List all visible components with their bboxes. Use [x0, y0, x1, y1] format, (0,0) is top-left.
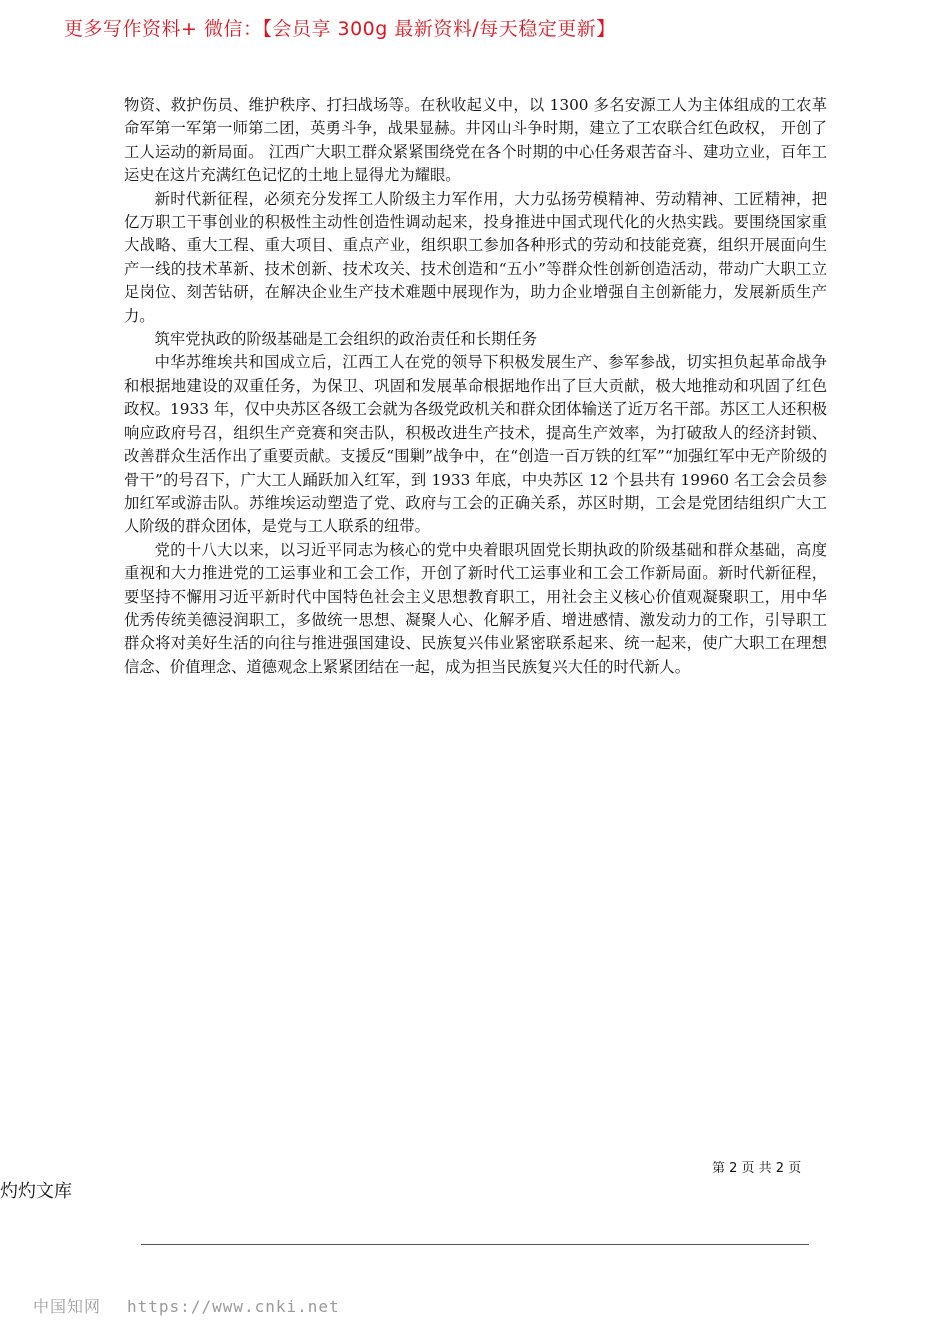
paragraph: 中华苏维埃共和国成立后，江西工人在党的领导下积极发展生产、参军参战，切实担负起革命战争和根据地建设的双重任务，为保卫、巩固和发展革命根据地作出了巨大贡献，极大地推动和巩固了红色政权。1933 年，仅中央苏区各级工会就为各级党政机关和群众团体输送了近万名干部。苏区工人还积极响应政府号召，组织生产竞赛和突击队，积极改进生产技术，提高生产效率，为打破敌人的经济封锁、改善群众生活作出了重要贡献。支援反“围剿”战争中，在“创造一百万铁的红军”“加强红军中无产阶级的骨干”的号召下，广大工人踊跃加入红军，到 1933 年底，中央苏区 12 个县共有 19960 名工会会员参加红军或游击队。苏维埃运动塑造了党、政府与工会的正确关系，苏区时期，工会是党团结组织广大工人阶级的群众团体，是党与工人联系的纽带。 — [124, 353, 827, 536]
paragraph: 党的十八大以来，以习近平同志为核心的党中央着眼巩固党长期执政的阶级基础和群众基础，高度重视和大力推进党的工运事业和工会工作，开创了新时代工运事业和工会工作新局面。新时代新征程，要坚持不懈用习近平新时代中国特色社会主义思想教育职工，用社会主义核心价值观凝聚职工，用中华优秀传统美德浸润职工，多做统一思想、凝聚人心、化解矛盾、增进感情、激发动力的工作，引导职工群众将对美好生活的向往与推进强国建设、民族复兴伟业紧密联系起来、统一起来，使广大职工在理想信念、价值理念、道德观念上紧紧团结在一起，成为担当民族复兴大任的时代新人。 — [124, 540, 827, 676]
paragraph: 物资、救护伤员、维护秩序、打扫战场等。在秋收起义中，以 1300 多名安源工人为主体组成的工农革命军第一军第一师第二团，英勇斗争，战果显赫。井冈山斗争时期，建立了工农联合红色政权， 开创了工人运动的新局面。 江西广大职工群众紧紧围绕党在各个时期的中心任务艰苦奋斗、建功立业，百年工运史在这片充满红色记忆的土地上显得尤为耀眼。 — [124, 96, 827, 185]
paragraph: 新时代新征程，必须充分发挥工人阶级主力军作用，大力弘扬劳模精神、劳动精神、工匠精神，把亿万职工干事创业的积极性主动性创造性调动起来，投身推进中国式现代化的火热实践。要围绕国家重大战略、重大工程、重大项目、重点产业，组织职工参加各种形式的劳动和技能竞赛，组织开展面向生产一线的技术革新、技术创新、技术攻关、技术创造和“五小”等群众性创新创造活动，带动广大职工立足岗位、刻苦钻研，在解决企业生产技术难题中展现作为，助力企业增强自主创新能力，发展新质生产力。 — [124, 189, 827, 325]
page-number: 第 2 页 共 2 页 — [712, 1161, 802, 1176]
promo-banner: 更多写作资料+ 微信：【会员享 300g 最新资料/每天稳定更新】 — [64, 18, 616, 40]
watermark-logo-text: 中国知网 — [33, 1297, 102, 1316]
cnki-watermark — [33, 1294, 340, 1317]
article-body — [124, 94, 827, 679]
section-heading: 筑牢党执政的阶级基础是工会组织的政治责任和长期任务 — [154, 330, 538, 349]
footer-divider — [141, 1244, 809, 1245]
site-name: 灼灼文库 — [0, 1181, 72, 1202]
watermark-url: https://www.cnki.net — [127, 1297, 340, 1316]
